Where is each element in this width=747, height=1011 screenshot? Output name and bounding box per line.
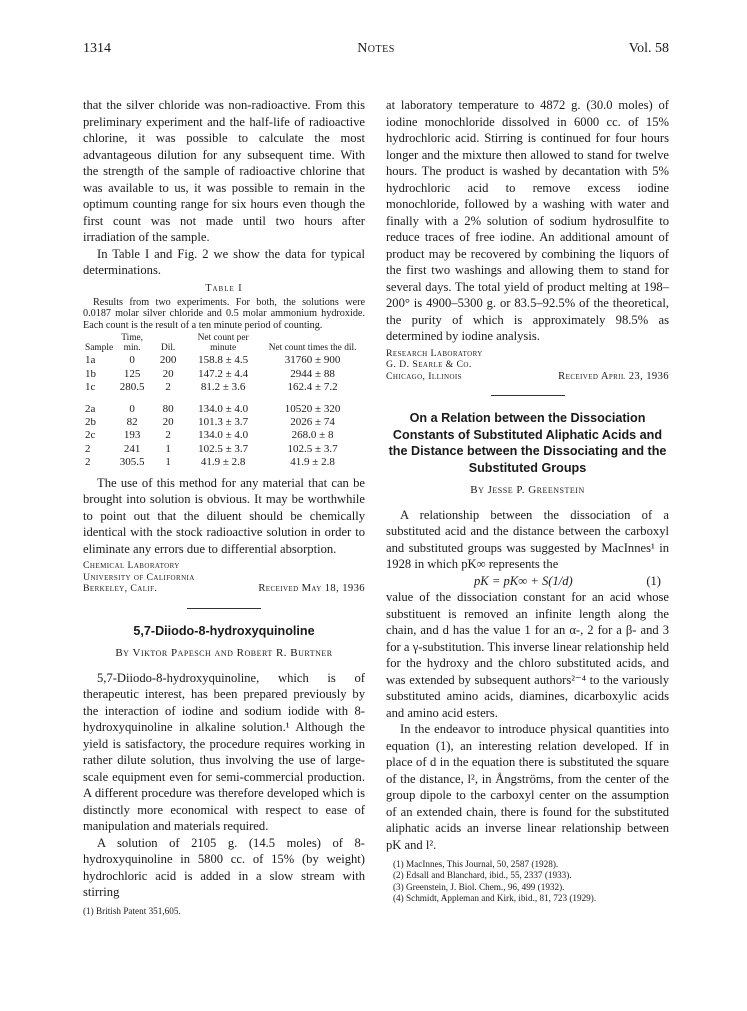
table-cell: 80 bbox=[162, 402, 174, 415]
running-head: Notes bbox=[357, 41, 395, 56]
table-cell: 41.9 ± 2.8 bbox=[200, 456, 246, 469]
paragraph: In the endeavor to introduce physical quantities into equation (1), an interesting relation developed. If in place of d in the equation there is substituted the square of the distance, l², in Ångströms, from the center of the group dipole to the carboxyl center on the assumption of an extended chain, there is found for the substituted aliphatic acids an inverse linear relationship between pK and l². bbox=[386, 722, 669, 852]
table-cell: 102.5 ± 3.7 bbox=[287, 442, 338, 455]
table-cell: 1 bbox=[165, 442, 171, 455]
article-byline: By Jesse P. Greenstein bbox=[470, 484, 585, 496]
table-cell: 125 bbox=[123, 367, 141, 380]
table-cell: 1 bbox=[165, 456, 171, 469]
table-row bbox=[83, 368, 365, 381]
paragraph: A relationship between the dissociation of a substituted acid and the distance between the carboxyl and substituted groups was suggested by MacInnes¹ in 1928 in which pK∞ represents the bbox=[386, 507, 669, 571]
left-column bbox=[83, 97, 365, 917]
table-cell: 2 bbox=[85, 442, 91, 455]
table-cell: 158.8 ± 4.5 bbox=[198, 354, 249, 367]
table-cell: 2 bbox=[85, 456, 91, 469]
table-cell: 2 bbox=[165, 381, 171, 394]
table-cell: 82 bbox=[126, 415, 138, 428]
affiliation-line: Research Laboratory bbox=[386, 347, 483, 359]
table-row bbox=[83, 381, 365, 394]
paragraph: 5,7-Diiodo-8-hydroxyquinoline, which is of therapeutic interest, has been prepared previously by the interaction of iodine and sodium iodide with 8-hydroxyquinoline in alkaline solution.¹ Although the yield is satisfactory, the procedure requires working in rather dilute solution, thus involving the use of large-scale equipment even for semi-commercial production. A different procedure was therefore developed which is distinctly more economical with respect to ease of manipulation and materials required. bbox=[83, 670, 365, 834]
article-byline: By Viktor Papesch and Robert R. Burtner bbox=[115, 647, 333, 660]
table-cell: 0 bbox=[129, 354, 135, 367]
affiliation-line: G. D. Searle & Co. bbox=[386, 359, 472, 370]
table-row bbox=[83, 443, 365, 456]
data-table bbox=[83, 333, 365, 469]
footnote: (1) British Patent 351,605. bbox=[83, 905, 181, 916]
table-cell: 20 bbox=[162, 367, 174, 380]
footnote: (2) Edsall and Blanchard, ibid., 55, 2337 (1933). bbox=[393, 870, 572, 881]
table-cell: 2 bbox=[165, 429, 171, 442]
table-cell: 2b bbox=[85, 415, 96, 428]
table-cell: 200 bbox=[159, 354, 177, 367]
table-row bbox=[83, 456, 365, 469]
table-cell: 268.0 ± 8 bbox=[291, 429, 334, 442]
paragraph: value of the dissociation constant for an acid whose substituent is removed an infinite length along the chain, and d has the value 1 for an α-, 2 for a β- and 3 for a γ-substitution. This inverse linear relationship held for the hydroxy and the chloro substituted acids, and was extended by subsequent authors²⁻⁴ to the variously substituted amino acids, diamines, dicarboxylic acids and amino acid esters. bbox=[386, 590, 669, 720]
page-number: 1314 bbox=[83, 41, 111, 56]
table-cell: 41.9 ± 2.8 bbox=[290, 456, 335, 469]
footnote: (1) MacInnes, This Journal, 50, 2587 (1928). bbox=[393, 859, 559, 869]
table-cell: 280.5 bbox=[119, 381, 145, 394]
table-spacer bbox=[83, 395, 365, 403]
table-cell: 2a bbox=[85, 402, 96, 415]
table-cell: 305.5 bbox=[119, 456, 145, 469]
paragraph: In Table I and Fig. 2 we show the data for typical determinations. bbox=[83, 246, 365, 277]
equation-number: (1) bbox=[646, 573, 661, 588]
table-cell: 20 bbox=[162, 415, 174, 428]
table-cell: 2026 ± 74 bbox=[290, 415, 335, 428]
table-cell: 81.2 ± 3.6 bbox=[200, 381, 246, 394]
right-column bbox=[386, 97, 669, 905]
table-row bbox=[83, 403, 365, 416]
footnote: (3) Greenstein, J. Biol. Chem., 96, 499 (1932). bbox=[393, 881, 565, 892]
table-cell: 241 bbox=[123, 442, 141, 455]
table-note: Results from two experiments. For both, the solutions were 0.0187 molar silver chloride and 0.5 molar ammonium hydroxide. Each count is the result of a ten minute period of counting. bbox=[83, 296, 365, 331]
equation-formula: pK = pK∞ + S(1/d) bbox=[474, 573, 573, 588]
paragraph: at laboratory temperature to 4872 g. (30.0 moles) of iodine monochloride dissolved in 6000 cc. of 15% hydrochloric acid. Stirring is continued for four hours longer and the mixture then allowed to stand for twelve hours. The product is washed by decantation with 5% hydrochloric acid to remove excess iodine monochloride, followed by a washing with water and finally with a 2% solution of sodium hydrosulfite to reduce traces of free iodine. An additional amount of product may be recovered by combining the liquors of the first two washings and allowing them to stand for several days. The total yield of product melting at 198–200° is 4900–5300 g. or 83.5–92.5% of the theoretical, the purity of which is approximately 98.5% as determined by iodine analysis. bbox=[386, 98, 669, 343]
table-cell: 134.0 ± 4.0 bbox=[198, 429, 249, 442]
table-row bbox=[83, 416, 365, 429]
paragraph: The use of this method for any material that can be brought into solution is obvious. It may be worthwhile to point out that the diluent should be chemically identical with the stock radioactive solution in order to eliminate any errors due to differential absorption. bbox=[83, 475, 365, 556]
footnote: (4) Schmidt, Appleman and Kirk, ibid., 81, 723 (1929). bbox=[393, 893, 597, 904]
affiliation-line: Berkeley, Calif. bbox=[83, 583, 158, 595]
affiliation-block bbox=[83, 560, 365, 595]
table-cell: 102.5 ± 3.7 bbox=[198, 442, 249, 455]
affiliation-block bbox=[386, 348, 669, 383]
paragraph: A solution of 2105 g. (14.5 moles) of 8-hydroxyquinoline in 5800 cc. of 15% (by weight) hydrochloric acid is added in a slow stream with stirring bbox=[83, 835, 365, 900]
footnote-list bbox=[386, 859, 669, 905]
section-divider bbox=[491, 395, 565, 396]
received-date: Received May 18, 1936 bbox=[258, 583, 365, 595]
table-row bbox=[83, 354, 365, 367]
table-cell: 193 bbox=[123, 429, 141, 442]
section-divider bbox=[187, 608, 261, 609]
column-header: Time, min. bbox=[121, 333, 144, 354]
table-cell: 0 bbox=[129, 402, 135, 415]
table-cell: 101.3 ± 3.7 bbox=[198, 415, 249, 428]
table-cell: 162.4 ± 7.2 bbox=[287, 381, 338, 394]
received-date: Received April 23, 1936 bbox=[558, 370, 669, 382]
table-cell: 147.2 ± 4.4 bbox=[198, 367, 249, 380]
article-title: 5,7-Diiodo-8-hydroxyquinoline bbox=[133, 623, 315, 638]
affiliation-line: Chicago, Illinois bbox=[386, 370, 462, 382]
paragraph: that the silver chloride was non-radioactive. From this preliminary experiment and the half-life of radioactive chlorine, it was possible to calculate the most advantageous dilution for any subsequent time. With the strength of the sample of radioactive chlorine that was available to us, it was possible to remain in the optimum counting range for six hours even though the first count was not made until two hours after irradiation of the sample. bbox=[83, 98, 365, 244]
column-header: Sample bbox=[85, 343, 114, 354]
table-cell: 1c bbox=[85, 381, 96, 394]
table-header-row bbox=[83, 333, 365, 354]
column-header: Net count per minute bbox=[197, 333, 249, 354]
affiliation-line: University of California bbox=[83, 571, 195, 583]
volume-label: Vol. 58 bbox=[628, 41, 669, 56]
affiliation-line: Chemical Laboratory bbox=[83, 560, 180, 572]
table-cell: 31760 ± 900 bbox=[284, 354, 341, 367]
column-header: Dil. bbox=[160, 343, 176, 354]
table-row bbox=[83, 429, 365, 442]
equation bbox=[386, 573, 669, 590]
page-header bbox=[83, 41, 669, 59]
table-cell: 10520 ± 320 bbox=[284, 402, 341, 415]
table-cell: 1a bbox=[85, 354, 96, 367]
table-cell: 1b bbox=[85, 367, 96, 380]
table-cell: 2944 ± 88 bbox=[290, 367, 335, 380]
column-header: Net count times the dil. bbox=[268, 343, 357, 354]
article-title: On a Relation between the Dissociation Constants of Substituted Aliphatic Acids and the Distance between the Dissociating and the Substituted Groups bbox=[388, 411, 667, 475]
table-caption: Table I bbox=[205, 282, 243, 294]
table-cell: 2c bbox=[85, 429, 96, 442]
table-cell: 134.0 ± 4.0 bbox=[198, 402, 249, 415]
